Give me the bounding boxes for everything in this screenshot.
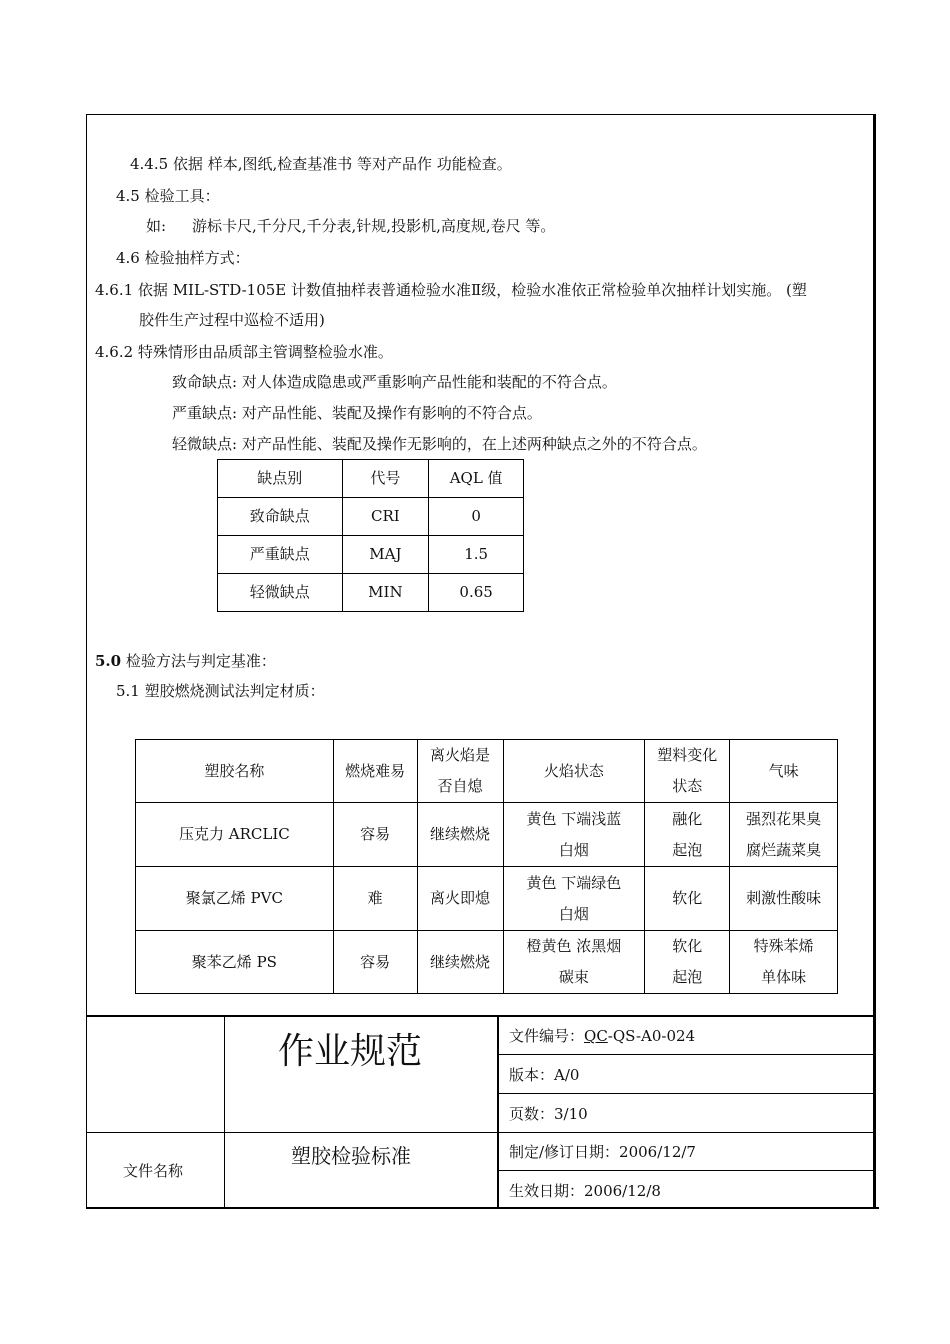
aql-header-row [218, 460, 524, 498]
footer-divider [498, 1170, 876, 1171]
table-row [136, 931, 838, 994]
plastic-cell: 继续燃烧 [417, 803, 503, 867]
plastic-cell: 容易 [333, 803, 417, 867]
table-row [218, 574, 524, 612]
footer-bottom-border [86, 1207, 879, 1209]
aql-header-cell: 代号 [342, 460, 429, 498]
plastic-cell: 离火即熄 [417, 867, 503, 931]
footer-divider [498, 1054, 876, 1055]
plastic-header-row [136, 740, 838, 803]
tools-list: 游标卡尺,千分尺,千分表,针规,投影机,高度规,卷尺 等。 [192, 217, 556, 235]
plastic-cell: 刺激性酸味 [730, 867, 838, 931]
section-5-1: 5.1 塑胶燃烧测试法判定材质： [116, 682, 325, 700]
minor-defect-def: 轻微缺点: 对产品性能、装配及操作无影响的，在上述两种缺点之外的不符合点。 [172, 435, 707, 453]
section-4-6-heading: 4.6 检验抽样方式： [116, 249, 250, 267]
doc-number [509, 1026, 695, 1046]
footer-divider [86, 1132, 498, 1133]
section-4-4-5: 4.4.5 依据 样本,图纸,检查基准书 等对产品作 功能检查。 [130, 155, 512, 173]
footer-divider [497, 1015, 499, 1208]
plastic-cell: 黄色 下端绿色 白烟 [503, 867, 645, 931]
aql-cell: 严重缺点 [218, 536, 343, 574]
footer-divider [224, 1015, 225, 1208]
major-defect-def: 严重缺点: 对产品性能、装配及操作有影响的不符合点。 [172, 404, 542, 422]
plastic-cell: 继续燃烧 [417, 931, 503, 994]
aql-cell: CRI [342, 498, 429, 536]
plastic-header-cell: 燃烧难易 [333, 740, 417, 803]
plastic-cell: 压克力 ARCLIC [136, 803, 334, 867]
aql-header-cell: AQL 值 [429, 460, 524, 498]
plastic-cell: 黄色 下端浅蓝 白烟 [503, 803, 645, 867]
plastic-cell: 难 [333, 867, 417, 931]
plastic-cell: 聚氯乙烯 PVC [136, 867, 334, 931]
table-row [218, 498, 524, 536]
section-4-6-2-heading: 4.6.2 特殊情形由品质部主管调整检验水准。 [95, 343, 393, 361]
plastic-burn-table [135, 739, 838, 994]
footer-divider [498, 1093, 876, 1094]
aql-cell: 致命缺点 [218, 498, 343, 536]
doc-number-rest: -QS-A0-024 [607, 1027, 696, 1045]
aql-header-cell: 缺点别 [218, 460, 343, 498]
plastic-header-cell: 火焰状态 [503, 740, 645, 803]
doc-name: 塑胶检验标准 [291, 1144, 411, 1168]
plastic-cell: 聚苯乙烯 PS [136, 931, 334, 994]
section-4-5-heading: 4.5 检验工具： [116, 187, 220, 205]
plastic-cell: 软化 [645, 867, 730, 931]
table-row [136, 803, 838, 867]
doc-version: 版本：A/0 [509, 1066, 580, 1084]
section-5-0 [95, 651, 276, 671]
plastic-header-cell: 塑料变化 状态 [645, 740, 730, 803]
plastic-cell: 橙黄色 浓黑烟 碳束 [503, 931, 645, 994]
plastic-header-cell: 塑胶名称 [136, 740, 334, 803]
aql-cell: 轻微缺点 [218, 574, 343, 612]
section-4-6-1-line1: 4.6.1 依据 MIL-STD-105E 计数值抽样表普通检验水准Ⅱ级，检验水准依正常检验单次抽样计划实施。 (塑 [95, 281, 807, 299]
doc-effective-date: 生效日期：2006/12/8 [509, 1182, 661, 1200]
plastic-cell: 软化 起泡 [645, 931, 730, 994]
aql-cell: 1.5 [429, 536, 524, 574]
plastic-cell: 特殊苯烯 单体味 [730, 931, 838, 994]
document-main-title: 作业规范 [278, 1031, 423, 1072]
doc-number-label: 文件编号： [509, 1027, 585, 1045]
footer-top-border [86, 1015, 876, 1017]
table-row [136, 867, 838, 931]
plastic-cell: 容易 [333, 931, 417, 994]
section-5-0-title: 检验方法与判定基准： [125, 652, 276, 670]
doc-number-prefix: QC [584, 1027, 608, 1045]
aql-cell: 0 [429, 498, 524, 536]
aql-cell: 0.65 [429, 574, 524, 612]
section-4-6-1-line2: 胶件生产过程中巡检不适用) [139, 311, 325, 329]
doc-name-label: 文件名称 [123, 1162, 184, 1180]
plastic-header-cell: 气味 [730, 740, 838, 803]
plastic-header-cell: 离火焰是 否自熄 [417, 740, 503, 803]
critical-defect-def: 致命缺点: 对人体造成隐患或严重影响产品性能和装配的不符合点。 [172, 373, 617, 391]
aql-cell: MIN [342, 574, 429, 612]
table-row [218, 536, 524, 574]
aql-table [217, 459, 524, 612]
plastic-cell: 融化 起泡 [645, 803, 730, 867]
section-5-0-number: 5.0 [95, 652, 122, 670]
footer-divider [498, 1132, 876, 1133]
aql-cell: MAJ [342, 536, 429, 574]
doc-revise-date: 制定/修订日期：2006/12/7 [509, 1143, 696, 1161]
doc-page: 页数：3/10 [509, 1105, 588, 1123]
tools-prefix: 如: [146, 217, 167, 235]
plastic-cell: 强烈花果臭 腐烂蔬菜臭 [730, 803, 838, 867]
